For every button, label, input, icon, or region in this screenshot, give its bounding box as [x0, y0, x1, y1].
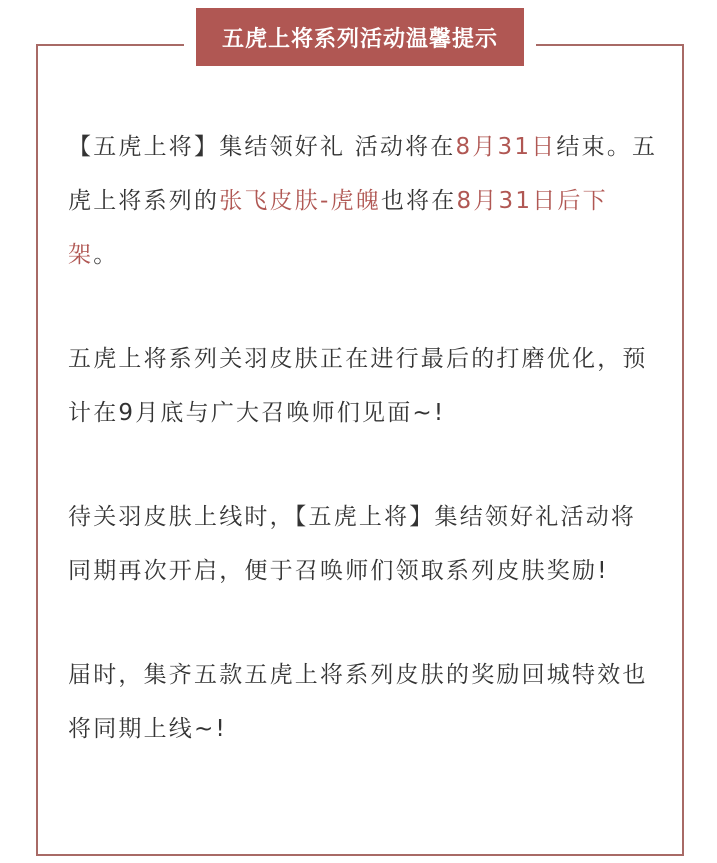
p1-text-g: 。: [93, 242, 119, 268]
paragraph-3: 待关羽皮肤上线时，【五虎上将】集结领好礼活动将同期再次开启，便于召唤师们领取系列皮肤奖励!: [68, 504, 637, 584]
p1-skin-name: 张飞皮肤-虎魄: [219, 188, 381, 214]
page-title: 五虎上将系列活动温馨提示: [221, 26, 498, 52]
p1-date-offshelf: 8月31日后下架: [68, 188, 608, 268]
p1-text-e: 也将在: [380, 188, 457, 214]
p1-date-end: 8月31日: [455, 134, 557, 160]
p1-text-c: 结束。五虎上将系列的: [68, 134, 658, 214]
p1-text-a: 【五虎上将】集结领好礼 活动将在: [68, 134, 456, 160]
paragraph-1: [68, 120, 658, 282]
title-banner: [184, 8, 536, 66]
notice-content: [68, 120, 658, 806]
paragraph-2: 五虎上将系列关羽皮肤正在进行最后的打磨优化，预计在9月底与广大召唤师们见面~!: [68, 346, 648, 426]
paragraph-4: 届时，集齐五款五虎上将系列皮肤的奖励回城特效也将同期上线~!: [68, 662, 648, 742]
